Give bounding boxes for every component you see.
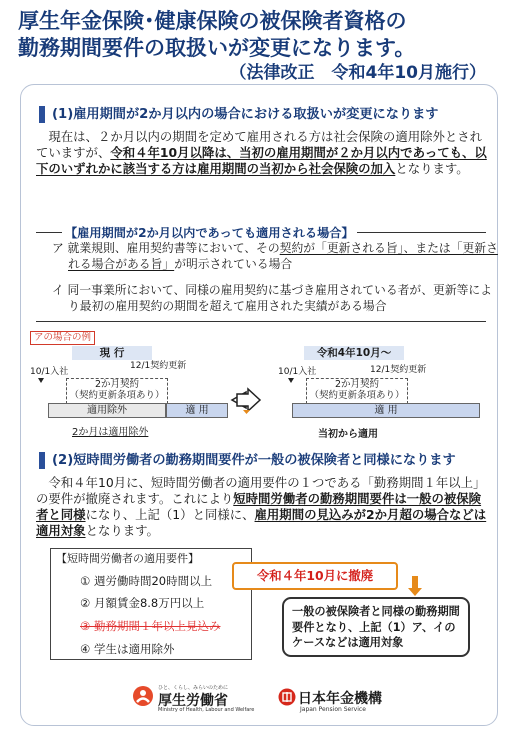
abolished-callout: 令和４年10月に撤廃 <box>232 562 398 590</box>
new-applied-bar: 適 用 <box>292 403 480 418</box>
decor-dot <box>243 410 250 414</box>
requirement-3-abolished: ③ 勤務期間１年以上見込み <box>80 619 221 633</box>
current-applied-bar: 適 用 <box>166 403 228 418</box>
new-label: 令和4年10月～ <box>304 346 404 360</box>
title-line2: 勤務期間要件の取扱いが変更になります。 <box>18 36 416 60</box>
requirement-1: ① 週労働時間20時間以上 <box>80 574 213 588</box>
section1-heading: (1)雇用期間が2か月以内の場合における取扱いが変更になります <box>39 106 512 123</box>
current-renew-label: 12/1契約更新 <box>130 361 187 371</box>
new-contract-note: （契約更新条項あり） <box>309 390 405 401</box>
current-start-label: 10/1入社 <box>30 367 69 377</box>
new-contract-box <box>306 378 408 404</box>
case-i: イ 同一事業所において、同様の雇用契約に基づき雇用されている者が、更新等により最初の雇用契約の期間を超えて雇用された実績がある場合 <box>52 283 493 313</box>
new-renew-label: 12/1契約更新 <box>370 365 427 375</box>
jps-name: 日本年金機構 <box>298 691 382 707</box>
case-a-post: が明示されている場合 <box>174 256 293 271</box>
new-bottom-note: 当初から適用 <box>318 429 378 440</box>
current-bottom-note: 2か月は適用除外 <box>72 427 149 438</box>
new-contract-label: 2か月契約 <box>334 379 380 390</box>
mhlw-tagline: ひと、くらし、みらいのために <box>158 685 229 691</box>
case-a-pre: ア 就業規則、雇用契約書等において、その <box>52 241 280 255</box>
requirement-2: ② 月額賃金8.8万円以上 <box>80 596 205 610</box>
section2-body <box>36 475 488 539</box>
example-tag: アの場合の例 <box>30 331 95 345</box>
new-start-label: 10/1入社 <box>278 367 317 377</box>
requirement-4: ④ 学生は適用除外 <box>80 642 175 656</box>
current-contract-note: （契約更新条項あり） <box>69 390 165 401</box>
section1-body-part2: となります。 <box>395 161 469 176</box>
section1-body-highlight: 令和４年10月以降は、当初の雇用期間が２か月以内であっても、以下のいずれかに該当する方は雇用期間の当初から社会保険の加入 <box>36 145 487 176</box>
section2-body-part3: となります。 <box>85 523 159 538</box>
title-line1: 厚生年金保険･健康保険の被保険者資格の <box>18 9 407 33</box>
case-a-underlined: 契約が「更新される旨」、または「更新される場合がある旨」 <box>68 241 498 271</box>
jps-logo-icon <box>278 688 296 706</box>
section2-body-part2: になり、上記（1）と同様に、 <box>85 507 255 522</box>
section2-body-part1: 令和４年10月に、短時間労働者の適用要件の１つである「勤務期間１年以上」の要件が撤廃されます。これにより <box>36 475 486 506</box>
section2-body-highlight1: 短時間労働者の勤務期間要件は一般の被保険者と同様 <box>36 491 482 522</box>
current-label: 現 行 <box>72 346 152 360</box>
title-subtitle: （法律改正 令和4年10月施行） <box>229 63 486 83</box>
same-as-general-note: 一般の被保険者と同様の勤務期間要件となり、上記（1）ア、イのケースなどは適用対象 <box>282 597 470 657</box>
section2-heading: (2)短時間労働者の勤務期間要件が一般の被保険者と同様になります <box>39 452 512 469</box>
current-start-marker <box>38 378 44 383</box>
applicable-cases-label: 【雇用期間が2か月以内であっても適用される場合】 <box>62 224 357 241</box>
current-contract-label: 2か月契約 <box>94 379 140 390</box>
section2-body-highlight2: 雇用期間の見込みが2か月超の場合などは適用対象 <box>36 507 487 538</box>
new-start-marker <box>288 378 294 383</box>
current-contract-box <box>66 378 168 404</box>
down-arrow-icon <box>408 576 422 596</box>
requirements-title: 【短時間労働者の適用要件】 <box>56 552 199 565</box>
section1-body-part1: 現在は、２か月以内の期間を定めて雇用される方は社会保険の適用除外とされていますが、 <box>36 129 483 160</box>
right-arrow-icon <box>237 389 260 411</box>
mhlw-english: Ministry of Health, Labour and Welfare <box>158 707 255 713</box>
current-excluded-bar: 適用除外 <box>48 403 166 418</box>
mhlw-name: 厚生労働省 <box>158 693 228 709</box>
jps-english: Japan Pension Service <box>300 706 366 713</box>
mhlw-logo-icon <box>132 685 154 707</box>
